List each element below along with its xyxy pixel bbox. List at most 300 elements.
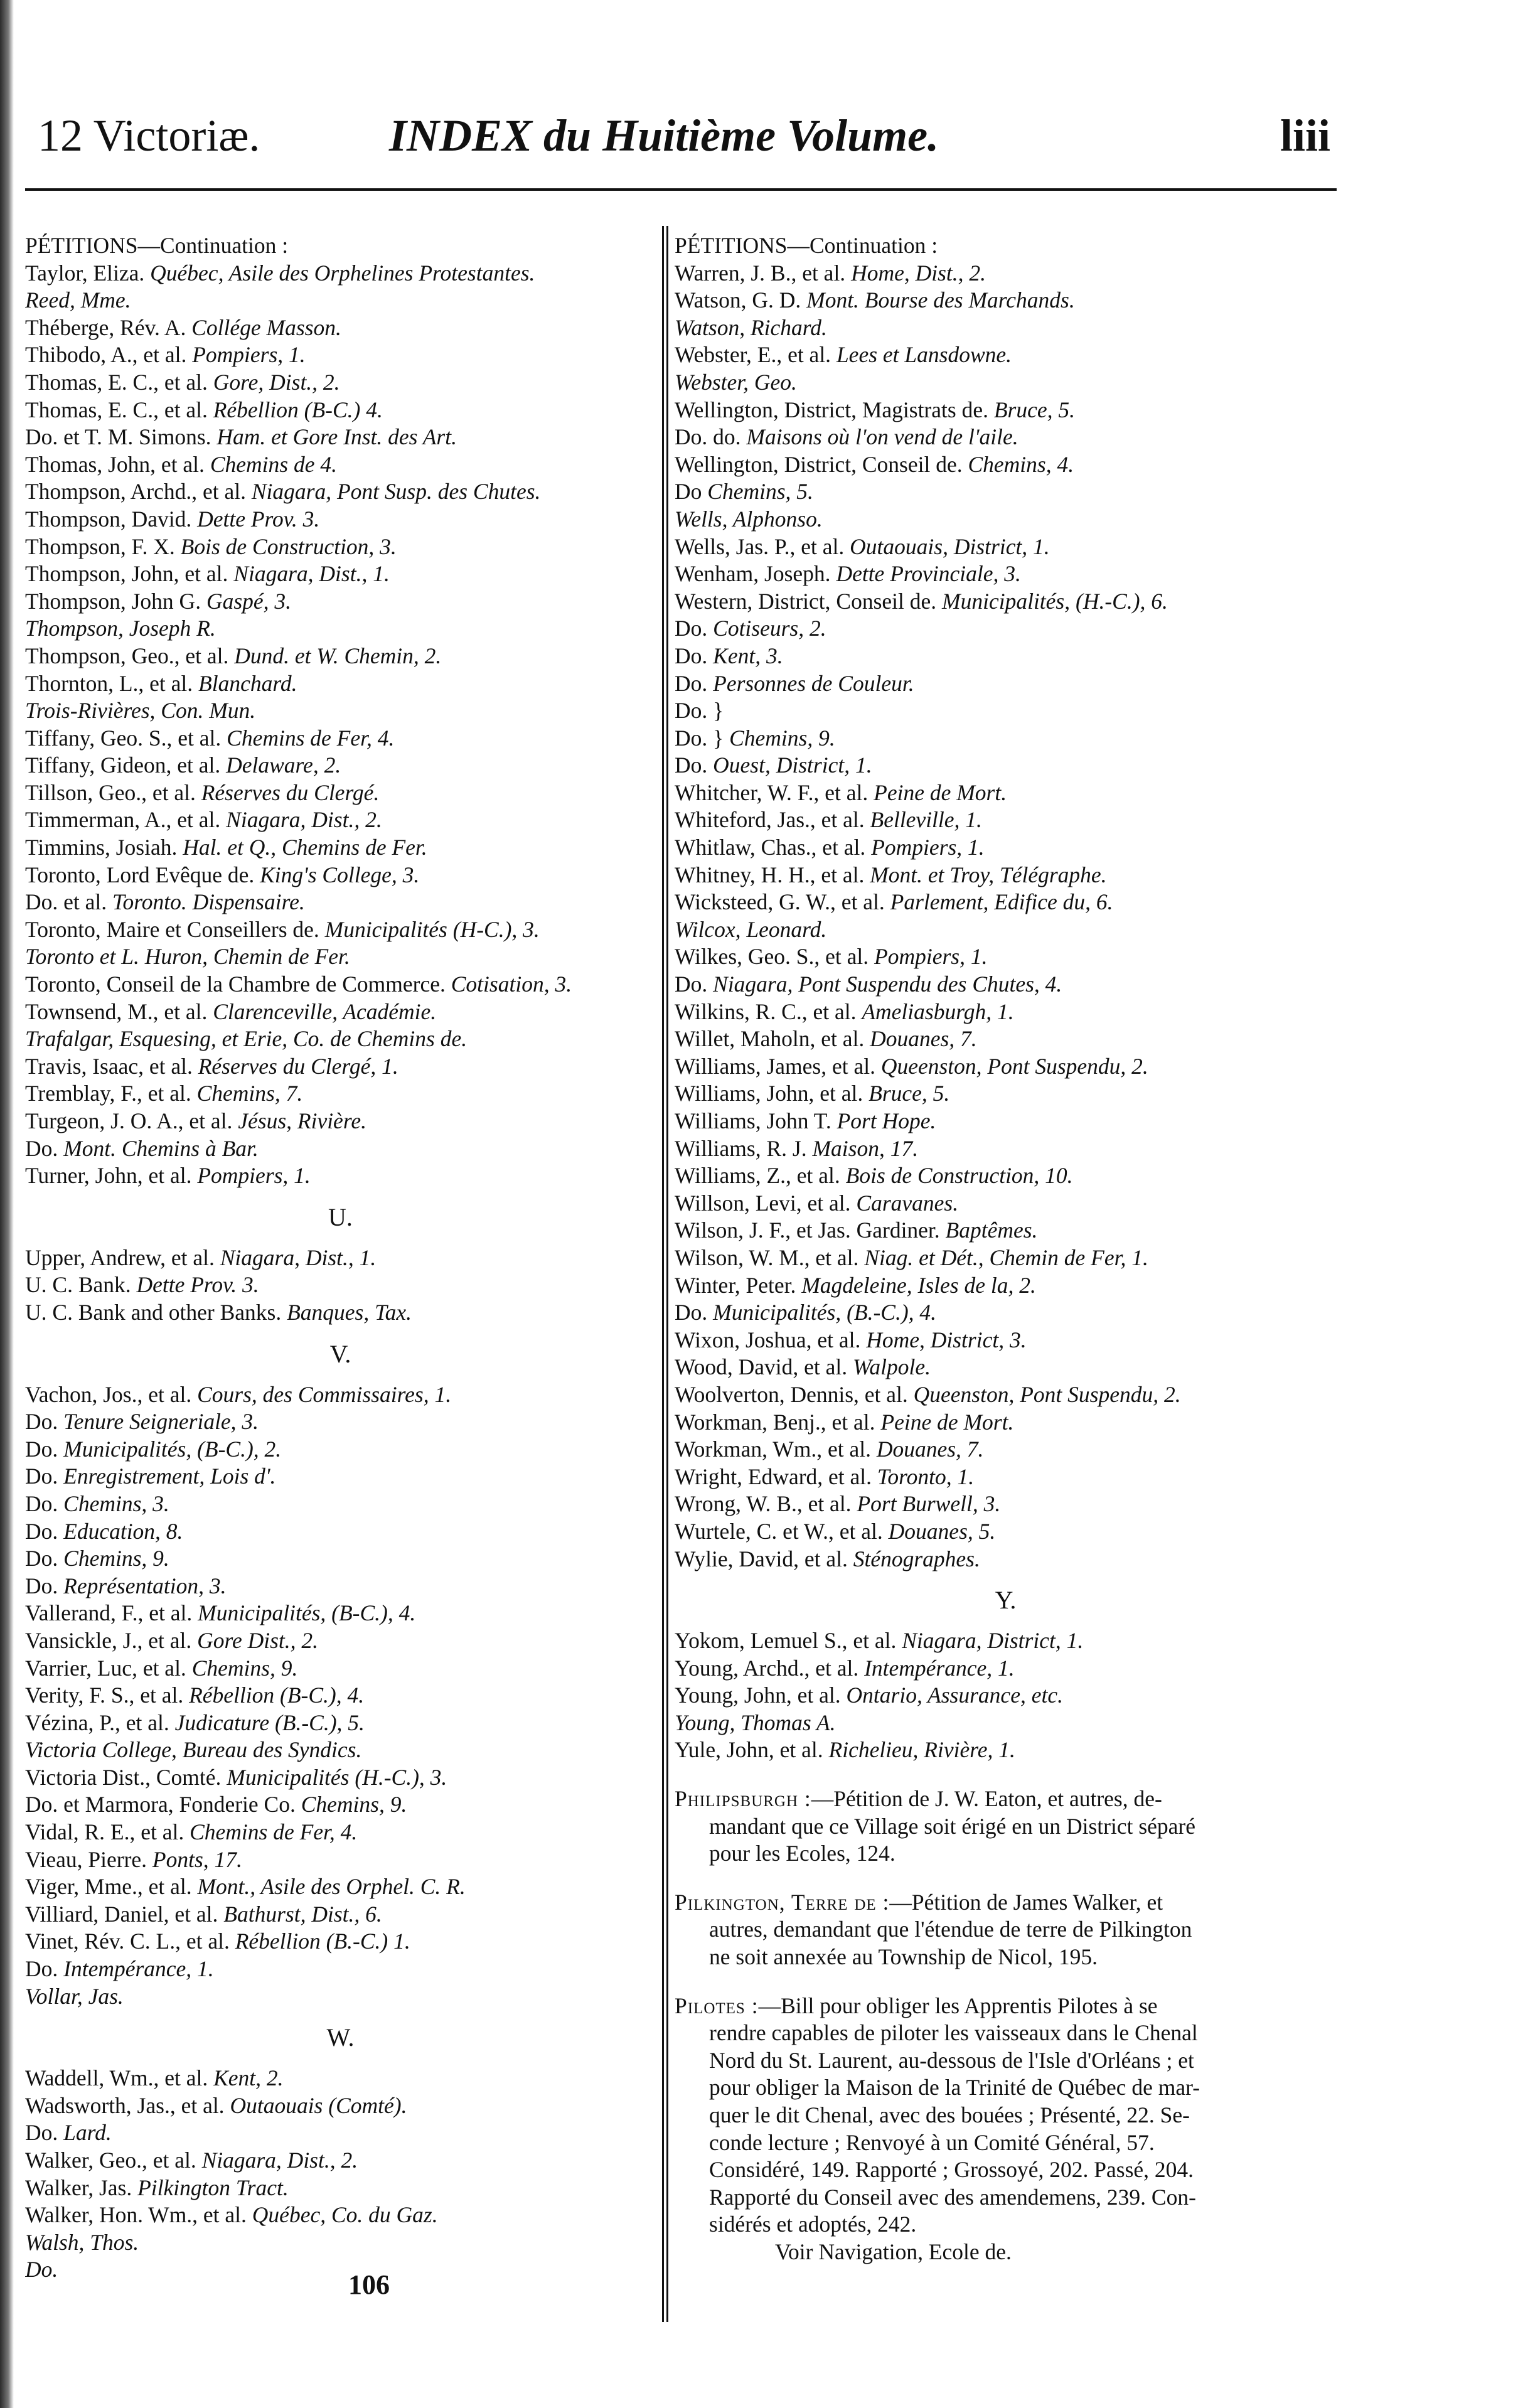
entry-name: Théberge, Rév. A. xyxy=(25,314,192,340)
entry-subject: Do. xyxy=(25,2257,58,2282)
header-rule xyxy=(25,188,1337,191)
entry-subject: Wells, Alphonso. xyxy=(675,506,823,532)
entry-subject: Peine de Mort. xyxy=(874,779,1007,805)
entry-name: Whitney, H. H., et al. xyxy=(675,862,870,887)
entry-label: Philipsburgh : xyxy=(675,1786,811,1812)
entry-subject: Intempérance, 1. xyxy=(63,1956,214,1982)
entry-name: Whitcher, W. F., et al. xyxy=(675,779,874,805)
index-entry xyxy=(25,971,656,998)
entry-subject: Rébellion (B.-C.) 1. xyxy=(235,1929,410,1954)
entry-line: autres, demandant que l'étendue de terre de Pilkington xyxy=(709,1917,1192,1942)
entry-name: Do. xyxy=(25,1409,64,1435)
entry-label: Pilotes : xyxy=(675,1993,759,2018)
entry-line: rendre capables de piloter les vaisseaux dans le Chenal xyxy=(709,2020,1198,2046)
entry-subject: Richelieu, Rivière, 1. xyxy=(828,1737,1015,1763)
index-entry xyxy=(25,260,656,287)
entry-subject: Pompiers, 1. xyxy=(197,1163,311,1189)
entry-subject: Collége Masson. xyxy=(191,314,341,340)
entry-name: Thompson, F. X. xyxy=(25,533,181,559)
index-entry xyxy=(25,2065,656,2092)
entry-subject: Delaware, 2. xyxy=(226,752,341,778)
entry-subject: Trois-Rivières, Con. Mun. xyxy=(25,698,256,724)
entry-subject: Caravanes. xyxy=(856,1190,959,1216)
index-entry xyxy=(675,889,1337,916)
index-entry xyxy=(25,314,656,342)
index-entry xyxy=(675,341,1337,369)
index-entry xyxy=(675,725,1337,752)
index-entry xyxy=(675,1627,1337,1655)
index-entry xyxy=(675,533,1337,561)
entry-subject: Niagara, Dist., 2. xyxy=(201,2148,358,2173)
entry-label: Pilkington, Terre de : xyxy=(675,1889,890,1915)
entry-name: Thomas, E. C., et al. xyxy=(25,397,213,422)
page-number: 106 xyxy=(348,2269,390,2300)
entry-subject: Port Burwell, 3. xyxy=(857,1491,1001,1517)
entry-name: Thomas, John, et al. xyxy=(25,451,210,477)
entry-subject: Queenston, Pont Suspendu, 2. xyxy=(913,1381,1181,1407)
entry-subject: Jésus, Rivière. xyxy=(238,1108,366,1133)
entry-subject: Trafalgar, Esquesing, et Erie, Co. de Chemins de. xyxy=(25,1026,468,1052)
index-entry xyxy=(675,451,1337,479)
entry-subject: Douanes, 7. xyxy=(870,1026,977,1052)
entry-subject: Chemins de 4. xyxy=(210,451,337,477)
entry-name: Villiard, Daniel, et al. xyxy=(25,1901,224,1927)
entry-subject: Pompiers, 1. xyxy=(874,944,988,970)
index-entry xyxy=(25,1408,656,1436)
entry-name: Timmins, Josiah. xyxy=(25,835,183,860)
entry-subject: Blanchard. xyxy=(198,670,297,696)
index-entry xyxy=(25,943,656,971)
index-entry xyxy=(25,369,656,397)
entry-subject: Cotisation, 3. xyxy=(451,971,572,997)
index-entry xyxy=(25,752,656,779)
scan-edge xyxy=(0,0,14,2408)
left-column xyxy=(25,232,656,2284)
entry-subject: Réserves du Clergé. xyxy=(201,779,380,805)
entry-name: Vachon, Jos., et al. xyxy=(25,1381,198,1407)
index-entry xyxy=(25,1463,656,1490)
entry-name: Wilson, W. M., et al. xyxy=(675,1244,865,1270)
entry-name: Do xyxy=(675,479,708,505)
entry-philipsburgh xyxy=(675,1785,1337,1868)
entry-subject: Niagara, Pont Suspendu des Chutes, 4. xyxy=(713,971,1062,997)
index-entry xyxy=(675,506,1337,533)
entry-name: Williams, Z., et al. xyxy=(675,1163,846,1189)
index-entry xyxy=(25,506,656,533)
entry-name: Do. do. xyxy=(675,424,747,450)
index-entry xyxy=(25,588,656,616)
entry-name: Thomas, E. C., et al. xyxy=(25,369,213,395)
entry-subject: Mont. Chemins à Bar. xyxy=(63,1135,259,1161)
index-entry xyxy=(675,1682,1337,1710)
entry-name: Walker, Geo., et al. xyxy=(25,2148,202,2173)
entry-subject: Représentation, 3. xyxy=(63,1573,227,1598)
index-entry xyxy=(25,862,656,889)
index-entry xyxy=(675,1272,1337,1300)
page-header xyxy=(38,110,1330,185)
entries-y xyxy=(675,1627,1337,1764)
entry-name: Wixon, Joshua, et al. xyxy=(675,1327,867,1352)
entry-name: Wenham, Joseph. xyxy=(675,561,837,587)
entry-name: Vallerand, F., et al. xyxy=(25,1600,198,1626)
entry-subject: Tenure Seigneriale, 3. xyxy=(63,1409,259,1435)
entry-first-line: —Pétition de J. W. Eaton, et autres, de- xyxy=(811,1786,1162,1812)
entry-name: Do. et T. M. Simons. xyxy=(25,424,217,450)
index-entry xyxy=(25,1545,656,1573)
entry-subject: Kent, 2. xyxy=(213,2065,284,2091)
entry-line: pour les Ecoles, 124. xyxy=(709,1841,895,1866)
entry-name: Walker, Jas. xyxy=(25,2175,138,2200)
index-entry xyxy=(675,806,1337,834)
entry-subject: Douanes, 7. xyxy=(876,1437,984,1462)
index-entry xyxy=(25,1873,656,1901)
entry-name: Do. xyxy=(25,1546,64,1571)
entry-name: Thompson, John G. xyxy=(25,588,206,614)
index-entry xyxy=(25,779,656,807)
index-entry xyxy=(675,1409,1337,1437)
right-column xyxy=(675,232,1337,2266)
entry-name: Toronto, Maire et Conseillers de. xyxy=(25,916,325,942)
index-entry xyxy=(25,1135,656,1163)
index-entry xyxy=(675,1327,1337,1354)
entry-subject: Dund. et W. Chemin, 2. xyxy=(234,643,442,668)
entry-subject: Douanes, 5. xyxy=(888,1518,996,1544)
entry-subject: Niagara, Dist., 1. xyxy=(233,561,390,587)
entry-name: Whitlaw, Chas., et al. xyxy=(675,835,872,860)
index-entry xyxy=(25,916,656,944)
entry-subject: Gaspé, 3. xyxy=(206,588,292,614)
index-entry xyxy=(25,451,656,479)
index-entry xyxy=(25,1244,656,1272)
entry-subject: Cotiseurs, 2. xyxy=(713,616,826,641)
entry-subject: Pompiers, 1. xyxy=(871,835,985,860)
entry-subject: Home, Dist., 2. xyxy=(851,260,986,286)
entry-subject: Thompson, Joseph R. xyxy=(25,616,216,641)
index-entry xyxy=(675,1354,1337,1381)
index-entry xyxy=(25,1627,656,1655)
entry-subject: Bruce, 5. xyxy=(869,1081,950,1106)
entry-line: Rapporté du Conseil avec des amendemens, 239. Con- xyxy=(709,2184,1196,2210)
entry-name: Toronto, Conseil de la Chambre de Commerce. xyxy=(25,971,451,997)
entry-name: Workman, Benj., et al. xyxy=(675,1409,881,1435)
entry-subject: Pompiers, 1. xyxy=(192,342,306,368)
entry-name: Tiffany, Geo. S., et al. xyxy=(25,725,227,751)
entry-subject: Chemins, 4. xyxy=(968,451,1074,477)
entry-subject: Ham. et Gore Inst. des Art. xyxy=(216,424,457,450)
entry-name: Do. xyxy=(675,971,714,997)
entry-name: Young, Archd., et al. xyxy=(675,1655,865,1681)
index-entry xyxy=(25,1846,656,1874)
entry-name: Wellington, District, Magistrats de. xyxy=(675,397,994,422)
entry-subject: King's College, 3. xyxy=(260,862,420,887)
entry-name: Yokom, Lemuel S., et al. xyxy=(675,1628,902,1654)
entry-subject: Municipalités, (B-C.), 4. xyxy=(198,1600,416,1626)
entry-subject: Bruce, 5. xyxy=(993,397,1075,422)
entry-name: Wright, Edward, et al. xyxy=(675,1464,877,1489)
entry-name: Verity, F. S., et al. xyxy=(25,1683,190,1708)
index-entry xyxy=(25,1983,656,2011)
entry-name: Do. xyxy=(25,1956,64,1982)
entry-name: Thompson, Geo., et al. xyxy=(25,643,235,668)
entries-w xyxy=(25,2065,656,2284)
index-entry xyxy=(25,1655,656,1683)
index-entry xyxy=(25,806,656,834)
entry-subject: Réserves du Clergé, 1. xyxy=(198,1053,398,1079)
index-entry xyxy=(675,560,1337,588)
entry-subject: Mont. Bourse des Marchands. xyxy=(806,287,1075,313)
section-letter-v: V. xyxy=(329,1339,351,1368)
section-letter-u: U. xyxy=(328,1202,353,1231)
index-entry xyxy=(25,2256,656,2284)
entry-name: Wicksteed, G. W., et al. xyxy=(675,889,890,915)
entry-name: Wilson, J. F., et Jas. Gardiner. xyxy=(675,1217,946,1243)
index-entry xyxy=(675,1299,1337,1327)
index-entry xyxy=(25,341,656,369)
entry-name: U. C. Bank and other Banks. xyxy=(25,1299,287,1325)
entry-name: Vinet, Rév. C. L., et al. xyxy=(25,1929,235,1954)
entry-name: Vieau, Pierre. xyxy=(25,1846,152,1872)
index-entry xyxy=(675,779,1337,807)
entry-subject: Ponts, 17. xyxy=(152,1846,242,1872)
index-entry xyxy=(25,1764,656,1792)
entry-subject: Québec, Asile des Orphelines Protestantes. xyxy=(150,260,535,286)
entry-name: Victoria Dist., Comté. xyxy=(25,1764,227,1790)
index-entry xyxy=(25,2202,656,2229)
index-entry xyxy=(675,1217,1337,1244)
index-entry xyxy=(675,998,1337,1026)
index-entry xyxy=(675,834,1337,862)
entry-subject: Sténographes. xyxy=(853,1546,980,1571)
index-entry xyxy=(675,1381,1337,1409)
index-entry xyxy=(25,2147,656,2175)
entry-name: Thornton, L., et al. xyxy=(25,670,199,696)
entry-subject: Dette Prov. 3. xyxy=(136,1272,259,1298)
entry-name: Townsend, M., et al. xyxy=(25,998,213,1024)
entry-subject: Webster, Geo. xyxy=(675,369,797,395)
entry-subject: Lees et Lansdowne. xyxy=(836,342,1012,368)
entry-name: Willson, Levi, et al. xyxy=(675,1190,857,1216)
index-entry xyxy=(25,1573,656,1600)
index-entry xyxy=(25,1490,656,1518)
index-entry xyxy=(675,1244,1337,1272)
index-entry xyxy=(675,588,1337,616)
index-entry xyxy=(25,643,656,670)
index-entry xyxy=(675,369,1337,397)
entry-name: Do. } xyxy=(675,725,730,751)
entry-name: Wurtele, C. et W., et al. xyxy=(675,1518,889,1544)
entry-subject: Chemins de Fer, 4. xyxy=(227,725,395,751)
entry-subject: Municipalités (H-C.), 3. xyxy=(324,916,540,942)
entry-name: Timmerman, A., et al. xyxy=(25,807,227,833)
header-title: INDEX du Huitième Volume. xyxy=(389,110,939,161)
entry-pilotes xyxy=(675,1993,1337,2266)
entry-first-line: —Bill pour obliger les Apprentis Pilotes à se xyxy=(758,1993,1158,2018)
index-entry xyxy=(25,1436,656,1464)
index-entry xyxy=(675,1464,1337,1491)
index-entry xyxy=(25,1518,656,1546)
index-entry xyxy=(25,615,656,643)
entry-name: Thompson, John, et al. xyxy=(25,561,234,587)
index-entry xyxy=(25,1025,656,1053)
entry-subject: Québec, Co. du Gaz. xyxy=(252,2202,438,2228)
entry-subject: Walpole. xyxy=(853,1354,931,1380)
entry-subject: Niagara, Dist., 2. xyxy=(226,807,382,833)
entry-subject: Reed, Mme. xyxy=(25,287,131,313)
entry-subject: Baptêmes. xyxy=(945,1217,1038,1243)
entry-name: Webster, E., et al. xyxy=(675,342,837,368)
index-entry xyxy=(675,1053,1337,1081)
index-entry xyxy=(25,1053,656,1081)
entry-name: Do. } xyxy=(675,698,724,724)
index-entry xyxy=(25,725,656,752)
index-entry xyxy=(25,2119,656,2147)
entry-name: Do. xyxy=(675,616,714,641)
entries-t xyxy=(25,260,656,1190)
entry-name: Willet, Maholn, et al. xyxy=(675,1026,870,1052)
entry-name: Toronto, Lord Evêque de. xyxy=(25,862,260,887)
index-entry xyxy=(25,478,656,506)
column-divider xyxy=(662,226,668,2322)
index-entry xyxy=(25,1162,656,1190)
entry-subject: Belleville, 1. xyxy=(870,807,982,833)
entry-name: Do. xyxy=(25,2120,64,2146)
index-entry xyxy=(675,916,1337,944)
entry-name: Williams, R. J. xyxy=(675,1135,813,1161)
entry-subject: Rébellion (B-C.) 4. xyxy=(213,397,383,422)
index-entry xyxy=(25,2229,656,2257)
entry-subject: Vollar, Jas. xyxy=(25,1983,124,2009)
index-entry xyxy=(675,1080,1337,1108)
section-letter-w: W. xyxy=(326,2023,355,2052)
entry-name: Warren, J. B., et al. xyxy=(675,260,852,286)
entry-name: Wadsworth, Jas., et al. xyxy=(25,2092,230,2118)
entry-subject: Niagara, District, 1. xyxy=(902,1628,1084,1654)
entry-name: Williams, John, et al. xyxy=(675,1081,869,1106)
entry-subject: Young, Thomas A. xyxy=(675,1710,836,1735)
entry-name: Yule, John, et al. xyxy=(675,1737,829,1763)
entry-subject: Dette Prov. 3. xyxy=(197,506,320,532)
index-entry xyxy=(25,1901,656,1929)
entry-subject: Magdeleine, Isles de la, 2. xyxy=(801,1272,1036,1298)
entry-name: Do. et Marmora, Fonderie Co. xyxy=(25,1792,301,1817)
entry-subject: Ameliasburgh, 1. xyxy=(862,998,1014,1024)
entry-subject: Toronto, 1. xyxy=(877,1464,975,1489)
index-entry xyxy=(675,1736,1337,1764)
index-entry xyxy=(25,2092,656,2120)
entry-name: Woolverton, Dennis, et al. xyxy=(675,1381,914,1407)
entry-subject: Watson, Richard. xyxy=(675,314,827,340)
entry-name: Thompson, Archd., et al. xyxy=(25,479,252,505)
entry-subject: Rébellion (B-C.), 4. xyxy=(189,1683,365,1708)
entry-line: Nord du St. Laurent, au-dessous de l'Isle d'Orléans ; et xyxy=(709,2047,1194,2073)
entry-subject: Niagara, Pont Susp. des Chutes. xyxy=(251,479,541,505)
index-entry xyxy=(675,314,1337,342)
index-entry xyxy=(675,670,1337,698)
index-entry xyxy=(25,1956,656,1983)
entry-name: Waddell, Wm., et al. xyxy=(25,2065,214,2091)
index-entry xyxy=(25,397,656,424)
index-entry xyxy=(675,478,1337,506)
index-entry xyxy=(25,998,656,1026)
index-entry xyxy=(675,424,1337,451)
entry-name: Williams, John T. xyxy=(675,1108,837,1133)
index-entry xyxy=(675,1655,1337,1683)
entry-subject: Chemins, 9. xyxy=(301,1792,407,1817)
entry-name: Do. et al. xyxy=(25,889,113,915)
index-entry xyxy=(25,670,656,698)
entry-subject: Maisons où l'on vend de l'aile. xyxy=(746,424,1018,450)
entry-name: Turgeon, J. O. A., et al. xyxy=(25,1108,238,1133)
entry-subject: Toronto et L. Huron, Chemin de Fer. xyxy=(25,944,350,970)
entry-name: Do. xyxy=(675,670,714,696)
entry-name: Vidal, R. E., et al. xyxy=(25,1819,190,1845)
index-entry xyxy=(675,1518,1337,1546)
entry-name: Turner, John, et al. xyxy=(25,1163,198,1189)
entry-subject: Municipalités, (H.-C.), 6. xyxy=(942,588,1168,614)
entry-subject: Ouest, District, 1. xyxy=(713,752,872,778)
index-entry xyxy=(25,1271,656,1299)
header-left: 12 Victoriæ. xyxy=(38,110,260,161)
entry-subject: Outaouais, District, 1. xyxy=(850,533,1050,559)
entry-subject: Home, District, 3. xyxy=(866,1327,1027,1352)
entry-subject: Intempérance, 1. xyxy=(864,1655,1015,1681)
index-entry xyxy=(675,1135,1337,1163)
entry-name: Vansickle, J., et al. xyxy=(25,1627,198,1653)
entry-subject: Mont. et Troy, Télégraphe. xyxy=(870,862,1107,887)
entry-subject: Toronto. Dispensaire. xyxy=(112,889,305,915)
index-entry xyxy=(675,643,1337,670)
index-entry xyxy=(25,560,656,588)
index-entry xyxy=(675,287,1337,314)
entry-subject: Bois de Construction, 10. xyxy=(845,1163,1073,1189)
index-entry xyxy=(25,1736,656,1764)
entry-pilkington xyxy=(675,1889,1337,1971)
index-entry xyxy=(675,752,1337,779)
entry-subject: Chemins de Fer, 4. xyxy=(190,1819,358,1845)
entry-subject: Municipalités (H.-C.), 3. xyxy=(227,1764,447,1790)
entry-subject: Mont., Asile des Orphel. C. R. xyxy=(197,1874,466,1900)
entry-subject: Education, 8. xyxy=(63,1518,183,1544)
entry-name: Workman, Wm., et al. xyxy=(675,1437,877,1462)
index-entry xyxy=(25,2175,656,2202)
entry-name: Do. xyxy=(25,1135,64,1161)
cross-reference: Voir Navigation, Ecole de. xyxy=(775,2239,1012,2264)
entry-name: Vézina, P., et al. xyxy=(25,1710,175,1735)
entry-subject: Enregistrement, Lois d'. xyxy=(63,1464,276,1489)
entry-name: Wilkins, R. C., et al. xyxy=(675,998,862,1024)
entry-subject: Chemins, 7. xyxy=(196,1081,303,1106)
entry-subject: Clarenceville, Académie. xyxy=(213,998,437,1024)
entry-name: Western, District, Conseil de. xyxy=(675,588,943,614)
index-entry xyxy=(25,1080,656,1108)
index-entry xyxy=(25,1381,656,1409)
entry-subject: Kent, 3. xyxy=(713,643,783,668)
entry-name: Varrier, Luc, et al. xyxy=(25,1655,192,1681)
entry-name: Williams, James, et al. xyxy=(675,1053,881,1079)
entry-name: Winter, Peter. xyxy=(675,1272,802,1298)
entry-subject: Outaouais (Comté). xyxy=(230,2092,407,2118)
entry-subject: Banques, Tax. xyxy=(287,1299,412,1325)
entry-name: Do. xyxy=(25,1518,64,1544)
entry-subject: Judicature (B.-C.), 5. xyxy=(174,1710,365,1735)
entry-subject: Bathurst, Dist., 6. xyxy=(223,1901,382,1927)
entries-u xyxy=(25,1244,656,1327)
index-entry xyxy=(675,943,1337,971)
index-entry xyxy=(675,397,1337,424)
entry-name: Wellington, District, Conseil de. xyxy=(675,451,968,477)
entry-name: Do. xyxy=(675,1300,714,1325)
entry-line: Considéré, 149. Rapporté ; Grossoyé, 202. Passé, 204. xyxy=(709,2157,1194,2183)
